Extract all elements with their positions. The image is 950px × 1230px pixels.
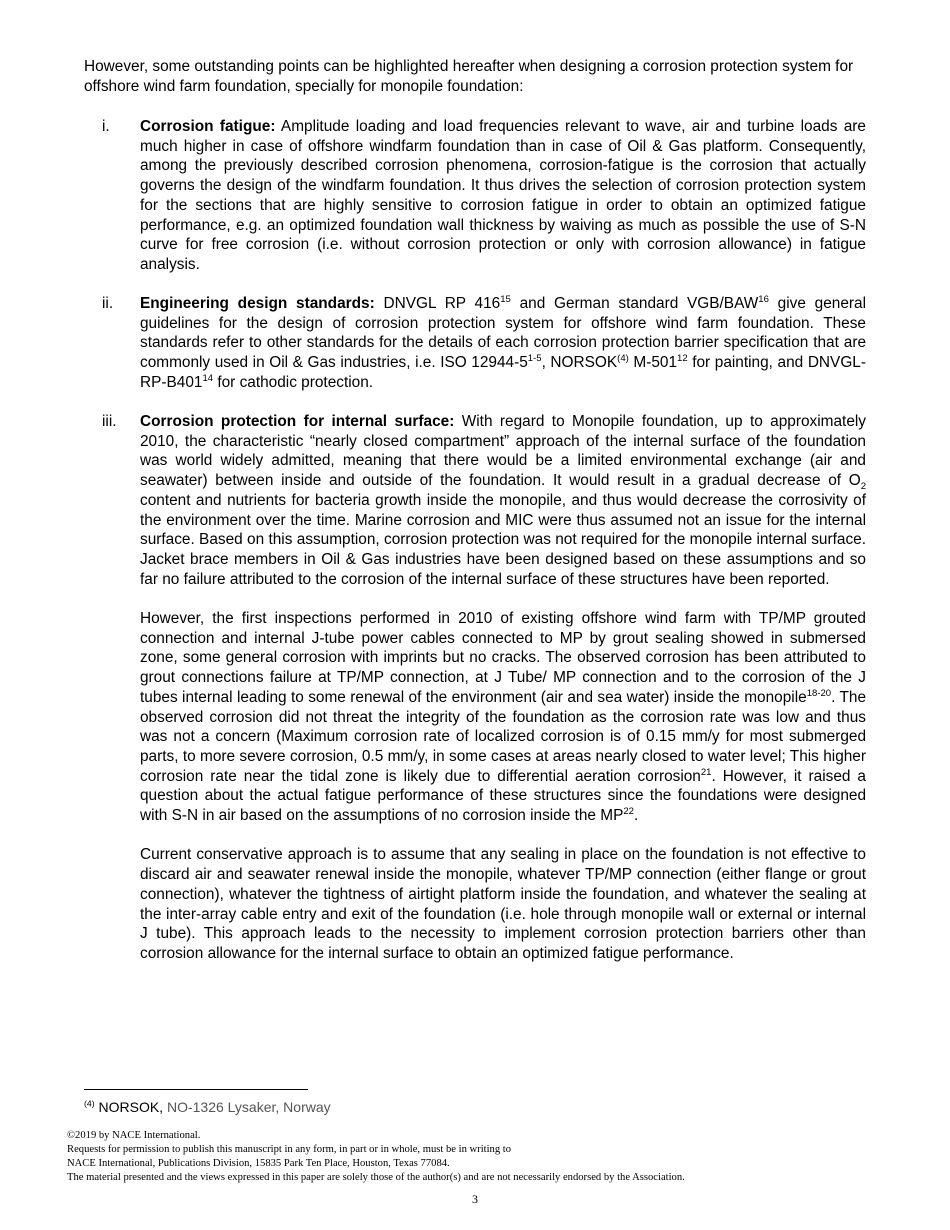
- item-text: for painting, and DNVGL-RP-B401: [140, 354, 866, 391]
- item-text: DNVGL RP 416: [374, 295, 501, 312]
- page-number: 3: [472, 1192, 478, 1206]
- citation-ref: 12: [677, 352, 688, 364]
- list-numeral: ii.: [102, 295, 114, 312]
- item-text: . The observed corrosion did not threat the integrity of the foundation as the corrosion rate was low and thus was not a concern (Maximum corrosion rate of localized corrosion is of 0.15 mm/y for most submerged parts, to more severe corrosion, 0.5 mm/y, in some cases at areas nearly closed to water level; This higher corrosion rate near the tidal zone is likely due to differential aeration corrosion: [140, 688, 867, 785]
- citation-ref: 22: [623, 805, 634, 817]
- footnote-org: NORSOK,: [94, 1099, 164, 1115]
- paragraph: [140, 412, 866, 589]
- item-text: M-501: [628, 354, 678, 372]
- list-item-corrosion-protection-internal-surface: [84, 412, 866, 964]
- citation-ref: 15: [500, 293, 511, 305]
- item-text: . However, it raised a question about the actual fatigue performance of these structures since the foundations were designed with S-N in air based on the assumptions of no corrosion inside the MP: [140, 767, 866, 825]
- legal-line: ©2019 by NACE International.: [67, 1130, 201, 1141]
- footnote-location: NO-1326 Lysaker, Norway: [163, 1099, 331, 1115]
- legal-line: Requests for permission to publish this manuscript in any form, in part or in whole, must be in writing to: [67, 1144, 512, 1155]
- paragraph: [140, 609, 866, 826]
- footnote-ref: (4): [617, 352, 629, 364]
- item-text: give general guidelines for the design of corrosion protection system for offshore wind farm foundation. These standards refer to other standards for the details of each corrosion protection barrier specification that are commonly used in Oil & Gas industries, i.e. ISO 12944-5: [140, 295, 866, 372]
- list-item-body: [140, 117, 866, 275]
- item-text: content and nutrients for bacteria growth inside the monopile, and thus would decrease the corrosivity of the environment over the time. Marine corrosion and MIC were thus assumed not an issue for the internal surface. Based on this assumption, corrosion protection was not required for the monopile internal surface. Jacket brace members in Oil & Gas industries have been designed based on these assumptions and so far no failure attributed to the corrosion of the internal surface of these structures have been reported.: [140, 491, 866, 588]
- citation-ref: 16: [758, 293, 769, 305]
- list-numeral: i.: [102, 118, 110, 135]
- footnote: [84, 1098, 331, 1116]
- list-item-corrosion-fatigue: [84, 117, 866, 275]
- citation-ref: 18-20: [806, 687, 832, 699]
- list-item-engineering-design-standards: [84, 294, 866, 393]
- legal-line: NACE International, Publications Division, 15835 Park Ten Place, Houston, Texas 77084.: [67, 1158, 450, 1169]
- item-text: , NORSOK: [541, 354, 618, 372]
- item-heading: Corrosion protection for internal surface:: [140, 413, 455, 430]
- citation-ref: 21: [700, 766, 712, 778]
- item-text: and German standard VGB/BAW: [510, 295, 759, 312]
- list-numeral: iii.: [102, 413, 117, 430]
- footnote-mark: (4): [84, 1098, 95, 1109]
- subscript: 2: [860, 481, 866, 493]
- item-text: for cathodic protection.: [213, 373, 374, 391]
- list-item-body: [140, 294, 866, 393]
- citation-ref: 1-5: [527, 352, 542, 364]
- footnote-divider: [84, 1089, 308, 1090]
- item-text: With regard to Monopile foundation, up to approximately 2010, the characteristic “nearly closed compartment” approach of the internal surface of the foundation was world widely admitted, meaning that there would be a limited environmental exchange (air and seawater) between inside and outside of the foundation. It would result in a gradual decrease of O: [140, 413, 866, 490]
- item-text: Amplitude loading and load frequencies relevant to wave, air and turbine loads are much higher in case of offshore windfarm foundation than in case of Oil & Gas platform. Consequently, among the previously described corrosion phenomena, corrosion-fatigue is the corrosion that actually governs the design of the windfarm foundation. It thus drives the selection of corrosion protection system for the sections that are highly sensitive to corrosion fatigue in order to obtain an optimized fatigue performance, e.g. an optimized foundation wall thickness by waiving as much as possible the use of S-N curve for free corrosion (i.e. without corrosion protection or only with corrosion allowance) in fatigue analysis.: [140, 118, 866, 273]
- item-heading: Corrosion fatigue:: [140, 118, 276, 135]
- legal-line: The material presented and the views expressed in this paper are solely those of the author(s) and are not necessarily endorsed by the Association.: [67, 1172, 685, 1183]
- paragraph: Current conservative approach is to assume that any sealing in place on the foundation is not effective to discard air and seawater renewal inside the monopile, whatever TP/MP connection (either flange or grout connection), whatever the tightness of airtight platform inside the foundation, and whatever the sealing at the inter-array cable entry and exit of the foundation (i.e. hole through monopile wall or external or internal J tube). This approach leads to the necessity to implement corrosion protection barriers other than corrosion allowance for the internal surface to obtain an optimized fatigue performance.: [140, 846, 866, 962]
- paragraph: [140, 117, 866, 275]
- copyright-notice: [67, 1129, 887, 1185]
- intro-paragraph: However, some outstanding points can be highlighted hereafter when designing a corrosion protection system for offshore wind farm foundation, specially for monopile foundation:: [84, 58, 854, 95]
- item-text: .: [633, 807, 639, 825]
- item-heading: Engineering design standards:: [140, 295, 375, 312]
- list-item-body: [140, 412, 866, 964]
- citation-ref: 14: [202, 372, 214, 384]
- paragraph: [140, 294, 866, 393]
- item-text: However, the first inspections performed in 2010 of existing offshore wind farm with TP/MP grouted connection and internal J-tube power cables connected to MP by grout sealing showed in submersed zone, some general corrosion with imprints but no cracks. The observed corrosion has been attributed to grout connections failure at TP/MP connection, at J Tube/ MP connection and to the corrosion of the J tubes internal leading to some renewal of the environment (air and sea water) inside the monopile: [140, 610, 866, 706]
